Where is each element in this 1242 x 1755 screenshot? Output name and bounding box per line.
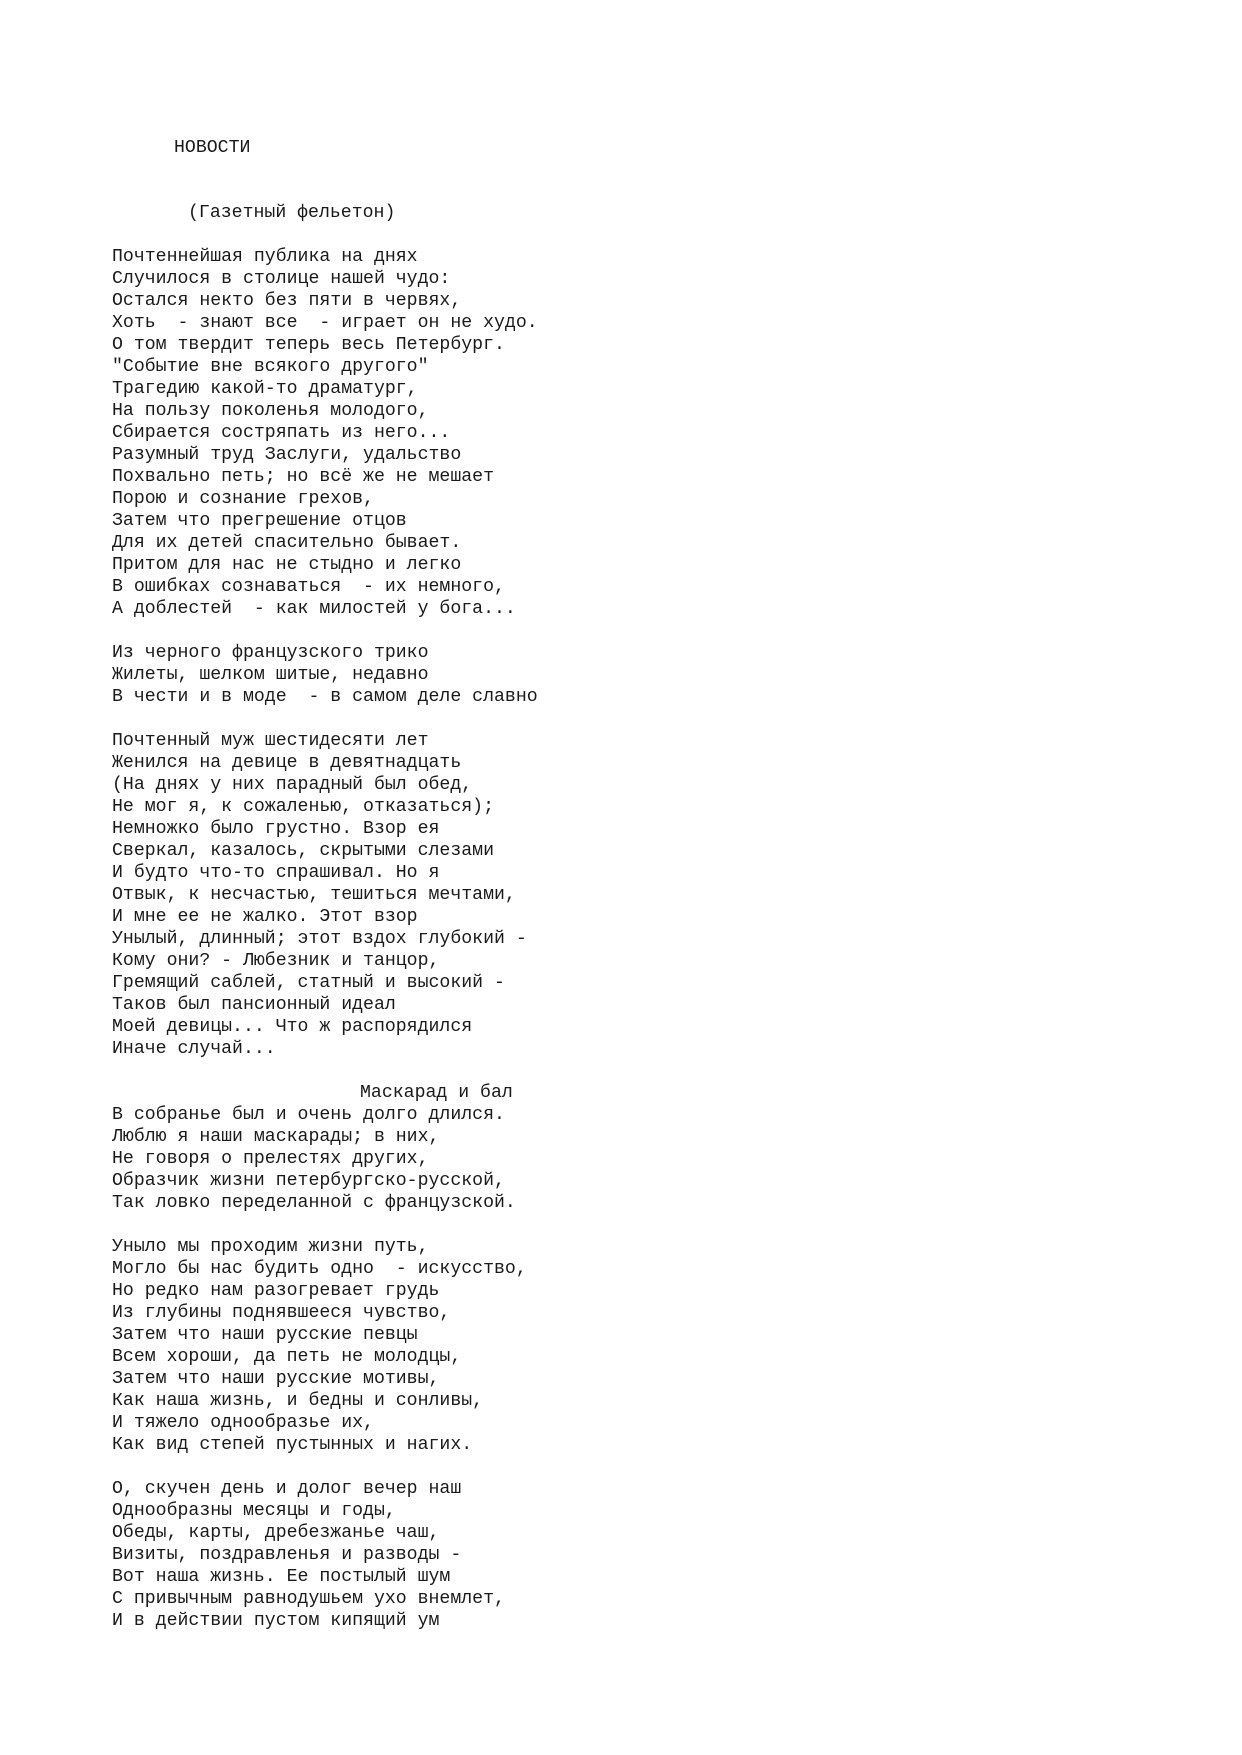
- poem-line: "Событие вне всякого другого": [112, 357, 429, 377]
- poem-line: Трагедию какой-то драматург,: [112, 379, 418, 399]
- poem-line: Женился на девице в девятнадцать: [112, 753, 462, 773]
- poem-line: Образчик жизни петербургско-русской,: [112, 1171, 505, 1191]
- poem-line: Затем что наши русские мотивы,: [112, 1369, 440, 1389]
- poem-line: На пользу поколенья молодого,: [112, 401, 429, 421]
- poem-line: В чести и в моде - в самом деле славно: [112, 687, 538, 707]
- poem-line: Так ловко переделанной с французской.: [112, 1193, 516, 1213]
- page-subtitle: (Газетный фельетон): [188, 203, 396, 223]
- poem-line: Порою и сознание грехов,: [112, 489, 374, 509]
- poem-line: И будто что-то спрашивал. Но я: [112, 863, 440, 883]
- poem-line: И мне ее не жалко. Этот взор: [112, 907, 418, 927]
- poem-line: Немножко было грустно. Взор ея: [112, 819, 440, 839]
- poem-line: Почтенный муж шестидесяти лет: [112, 731, 429, 751]
- poem-line: Но редко нам разогревает грудь: [112, 1281, 440, 1301]
- poem-line: Иначе случай...: [112, 1039, 276, 1059]
- poem-line: Из глубины поднявшееся чувство,: [112, 1303, 451, 1323]
- poem-line: Визиты, поздравленья и разводы -: [112, 1545, 462, 1565]
- poem-line: Разумный труд Заслуги, удальство: [112, 445, 462, 465]
- poem-line: Хоть - знают все - играет он не худо.: [112, 313, 538, 333]
- poem-line: Из черного французского трико: [112, 643, 429, 663]
- poem-line: Затем что наши русские певцы: [112, 1325, 418, 1345]
- poem-line: Для их детей спасительно бывает.: [112, 533, 462, 553]
- poem-line: Не мог я, к сожаленью, отказаться);: [112, 797, 494, 817]
- poem-line: Случилося в столице нашей чудо:: [112, 269, 451, 289]
- page-title: НОВОСТИ: [174, 138, 251, 158]
- poem-line: Люблю я наши маскарады; в них,: [112, 1127, 440, 1147]
- poem-line: Обеды, карты, дребезжанье чаш,: [112, 1523, 440, 1543]
- poem-line: Почтеннейшая публика на днях: [112, 247, 418, 267]
- poem-line: Отвык, к несчастью, тешиться мечтами,: [112, 885, 516, 905]
- poem-line: О том твердит теперь весь Петербург.: [112, 335, 505, 355]
- poem-line: Как вид степей пустынных и нагих.: [112, 1435, 473, 1455]
- poem-line: Жилеты, шелком шитые, недавно: [112, 665, 429, 685]
- poem-line: Затем что прегрешение отцов: [112, 511, 407, 531]
- poem-line: (На днях у них парадный был обед,: [112, 775, 473, 795]
- poem-line: И в действии пустом кипящий ум: [112, 1611, 440, 1631]
- poem-line: Сбирается состряпать из него...: [112, 423, 451, 443]
- poem-line: Могло бы нас будить одно - искусство,: [112, 1259, 527, 1279]
- poem-line: Остался некто без пяти в червях,: [112, 291, 462, 311]
- poem-line: Не говоря о прелестях других,: [112, 1149, 429, 1169]
- poem-line: Уныло мы проходим жизни путь,: [112, 1237, 429, 1257]
- poem-line: В ошибках сознаваться - их немного,: [112, 577, 505, 597]
- poem-line: Таков был пансионный идеал: [112, 995, 396, 1015]
- poem-line: Сверкал, казалось, скрытыми слезами: [112, 841, 494, 861]
- poem-line: Моей девицы... Что ж распорядился: [112, 1017, 473, 1037]
- poem-line: С привычным равнодушьем ухо внемлет,: [112, 1589, 505, 1609]
- poem-line: Вот наша жизнь. Ее постылый шум: [112, 1567, 451, 1587]
- poem-line: О, скучен день и долог вечер наш: [112, 1479, 462, 1499]
- poem-line: Гремящий саблей, статный и высокий -: [112, 973, 505, 993]
- poem-line: Однообразны месяцы и годы,: [112, 1501, 396, 1521]
- poem-line: И тяжело однообразье их,: [112, 1413, 374, 1433]
- poem-line: Как наша жизнь, и бедны и сонливы,: [112, 1391, 484, 1411]
- poem-line: Унылый, длинный; этот вздох глубокий -: [112, 929, 527, 949]
- poem-line: Кому они? - Любезник и танцор,: [112, 951, 440, 971]
- section-heading: Маскарад и бал: [360, 1083, 513, 1103]
- poem-line: В собранье был и очень долго длился.: [112, 1105, 505, 1125]
- poem-line: Похвально петь; но всё же не мешает: [112, 467, 494, 487]
- poem-line: Всем хороши, да петь не молодцы,: [112, 1347, 462, 1367]
- poem-line: А доблестей - как милостей у бога...: [112, 599, 516, 619]
- poem-line: Притом для нас не стыдно и легко: [112, 555, 462, 575]
